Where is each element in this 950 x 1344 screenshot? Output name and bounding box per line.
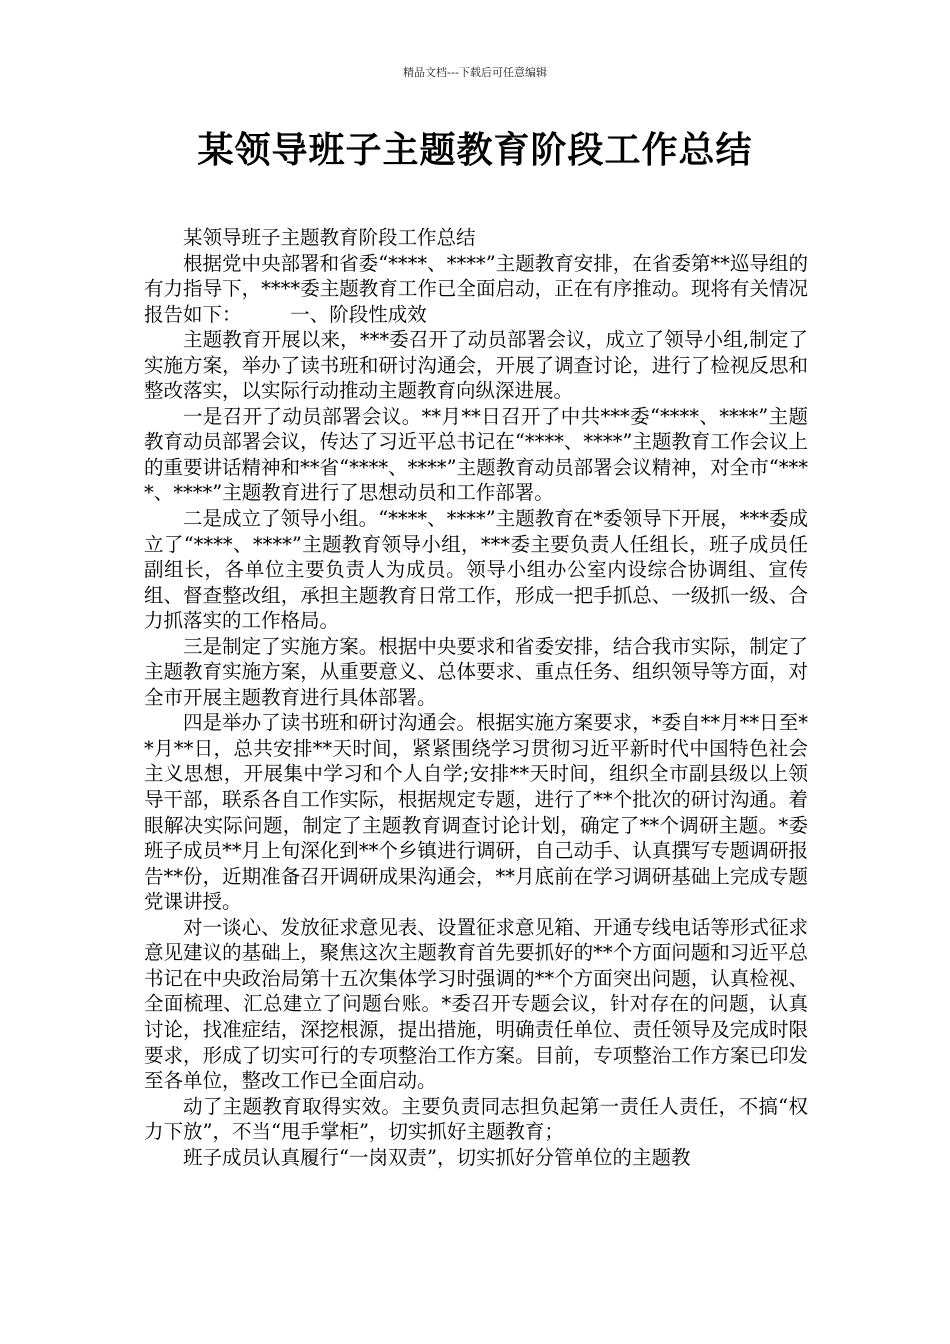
paragraph-results: 动了主题教育取得实效。主要负责同志担负起第一责任人责任，不搞“权力下放”，不当“甩手掌柜”，切实抓好主题教育； <box>144 1094 808 1144</box>
paragraph-intro: 根据党中央部署和省委“****、****”主题教育安排，在省委第**巡导组的有力指导下，****委主题教育工作已全面启动，正在有序推动。现将有关情况报告如下： 一、阶段性成效 <box>144 251 808 326</box>
paragraph-overview: 主题教育开展以来，***委召开了动员部署会议，成立了领导小组,制定了实施方案，举办了读书班和研讨沟通会，开展了调查讨论，进行了检视反思和整改落实，以实际行动推动主题教育向纵深进展。 <box>144 328 808 403</box>
paragraph-point-three: 三是制定了实施方案。根据中央要求和省委安排，结合我市实际，制定了主题教育实施方案，从重要意义、总体要求、重点任务、组织领导等方面，对全市开展主题教育进行具体部署。 <box>144 634 808 709</box>
page-header-note: 精品文档---下载后可任意编辑 <box>403 66 547 79</box>
paragraph-subtitle: 某领导班子主题教育阶段工作总结 <box>183 226 476 249</box>
paragraph-rectification: 对一谈心、发放征求意见表、设置征求意见箱、开通专线电话等形式征求意见建议的基础上，聚焦这次主题教育首先要抓好的**个方面问题和习近平总书记在中央政治局第十五次集体学习时强调的**个方面突出问题，认真检视、全面梳理、汇总建立了问题台账。*委召开专题会议，针对存在的问题，认真讨论，找准症结，深挖根源，提出措施，明确责任单位、责任领导及完成时限要求，形成了切实可行的专项整治工作方案。目前，专项整治工作方案已印发至各单位，整改工作已全面启动。 <box>144 915 808 1093</box>
paragraph-point-one: 一是召开了动员部署会议。**月**日召开了中共***委“****、****”主题教育动员部署会议，传达了习近平总书记在“****、****”主题教育工作会议上的重要讲话精神和**省“****、****”主题教育动员部署会议精神，对全市“****、****”主题教育进行了思想动员和工作部署。 <box>144 404 808 505</box>
paragraph-point-four: 四是举办了读书班和研讨沟通会。根据实施方案要求，*委自**月**日至**月**日，总共安排**天时间，紧紧围绕学习贯彻习近平新时代中国特色社会主义思想，开展集中学习和个人自学;安排**天时间，组织全市副县级以上领导干部，联系各自工作实际，根据规定专题，进行了**个批次的研讨沟通。着眼解决实际问题，制定了主题教育调查讨论计划，确定了**个调研主题。*委班子成员**月上旬深化到**个乡镇进行调研，自己动手、认真撰写专题调研报告**份，近期准备召开调研成果沟通会，**月底前在学习调研基础上完成专题党课讲授。 <box>144 711 808 914</box>
paragraph-point-two: 二是成立了领导小组。“****、****”主题教育在*委领导下开展，***委成立了“****、****”主题教育领导小组，***委主要负责人任组长，班子成员任副组长，各单位主要负责人为成员。领导小组办公室内设综合协调组、宣传组、督查整改组，承担主题教育日常工作，形成一把手抓总、一级抓一级、合力抓落实的工作格局。 <box>144 507 808 633</box>
paragraph-responsibility: 班子成员认真履行“一岗双责”，切实抓好分管单位的主题教 <box>183 1145 691 1169</box>
document-title: 某领导班子主题教育阶段工作总结 <box>197 130 753 171</box>
document-body <box>144 225 808 1170</box>
